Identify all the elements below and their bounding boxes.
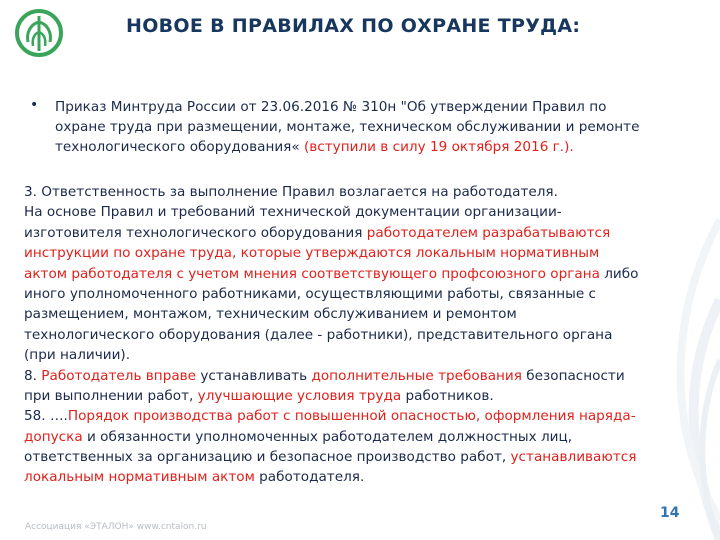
body-line bbox=[24, 284, 696, 304]
body-text: На основе Правил и требований технической документации организации- bbox=[24, 204, 562, 221]
highlighted-text: локальным нормативным актом bbox=[24, 469, 255, 486]
leaf-circle-logo-icon bbox=[14, 8, 64, 58]
page-title: НОВОЕ В ПРАВИЛАХ ПО ОХРАНЕ ТРУДА: bbox=[126, 15, 581, 37]
body-text: либо bbox=[599, 265, 639, 282]
body-text: иного уполномоченного работниками, осуществляющими работы, связанные с bbox=[24, 285, 596, 302]
page-number: 14 bbox=[660, 505, 680, 521]
body-text: изготовителя технологического оборудования bbox=[24, 224, 367, 241]
intro-text bbox=[55, 97, 680, 157]
body-line bbox=[24, 427, 696, 447]
body-line bbox=[24, 243, 696, 263]
intro-line bbox=[55, 137, 680, 157]
body-line bbox=[24, 325, 696, 345]
body-text: работников. bbox=[401, 387, 494, 404]
highlighted-text: инструкции по охране труда, которые утверждаются локальным нормативным bbox=[24, 245, 600, 262]
body-text: 8. bbox=[24, 367, 42, 384]
highlighted-text: допуска bbox=[24, 428, 83, 445]
body-line bbox=[24, 223, 696, 243]
intro-line-text: технологического оборудования« bbox=[55, 139, 300, 155]
body-line bbox=[24, 386, 696, 406]
body-text: 58. …. bbox=[24, 408, 68, 425]
body-line bbox=[24, 467, 696, 487]
body-line bbox=[24, 264, 696, 284]
body-line bbox=[24, 345, 696, 365]
body-line bbox=[24, 366, 696, 386]
body-line bbox=[24, 447, 696, 467]
body-text: 3. Ответственность за выполнение Правил возлагается на работодателя. bbox=[24, 184, 558, 200]
body-line bbox=[24, 304, 696, 324]
highlighted-text: улучшающие условия труда bbox=[197, 387, 402, 404]
rules-body bbox=[24, 182, 696, 488]
highlighted-text: работодателем разрабатываются bbox=[366, 224, 611, 241]
highlighted-text: Работодатель вправе bbox=[41, 367, 197, 384]
body-text: работодателя. bbox=[254, 469, 365, 486]
intro-line: Приказ Минтруда России от 23.06.2016 № 310н "Об утверждении Правил по bbox=[55, 99, 607, 115]
footer-text: Ассоциация «ЭТАЛОН» www.cntalon.ru bbox=[25, 522, 207, 532]
body-line bbox=[24, 182, 696, 202]
highlighted-text: Порядок производства работ с повышенной опасностью, оформления наряда- bbox=[67, 408, 636, 425]
highlighted-text: устанавливаются bbox=[510, 449, 637, 466]
highlighted-text: дополнительные требования bbox=[311, 367, 522, 384]
body-text: размещением, монтажом, техническим обслуживанием и ремонтом bbox=[24, 306, 517, 323]
body-text: ответственных за организацию и безопасное производство работ, bbox=[24, 449, 511, 466]
body-text: технологического оборудования (далее - работники), представительного органа bbox=[24, 326, 613, 343]
effective-date-highlight: (вступили в силу 19 октября 2016 г.). bbox=[299, 139, 574, 155]
body-text: и обязанности уполномоченных работодателем должностных лиц, bbox=[82, 428, 573, 445]
body-text: (при наличии). bbox=[24, 347, 131, 364]
body-line bbox=[24, 406, 696, 426]
highlighted-text: актом работодателя с учетом мнения соответствующего профсоюзного органа bbox=[24, 265, 600, 282]
intro-line: охране труда при размещении, монтаже, техническом обслуживании и ремонте bbox=[55, 119, 640, 135]
body-text: при выполнении работ, bbox=[24, 387, 198, 404]
body-text: устанавливать bbox=[196, 367, 312, 384]
body-text: безопасности bbox=[521, 367, 625, 384]
body-line bbox=[24, 202, 696, 222]
bullet-marker: • bbox=[30, 97, 39, 113]
